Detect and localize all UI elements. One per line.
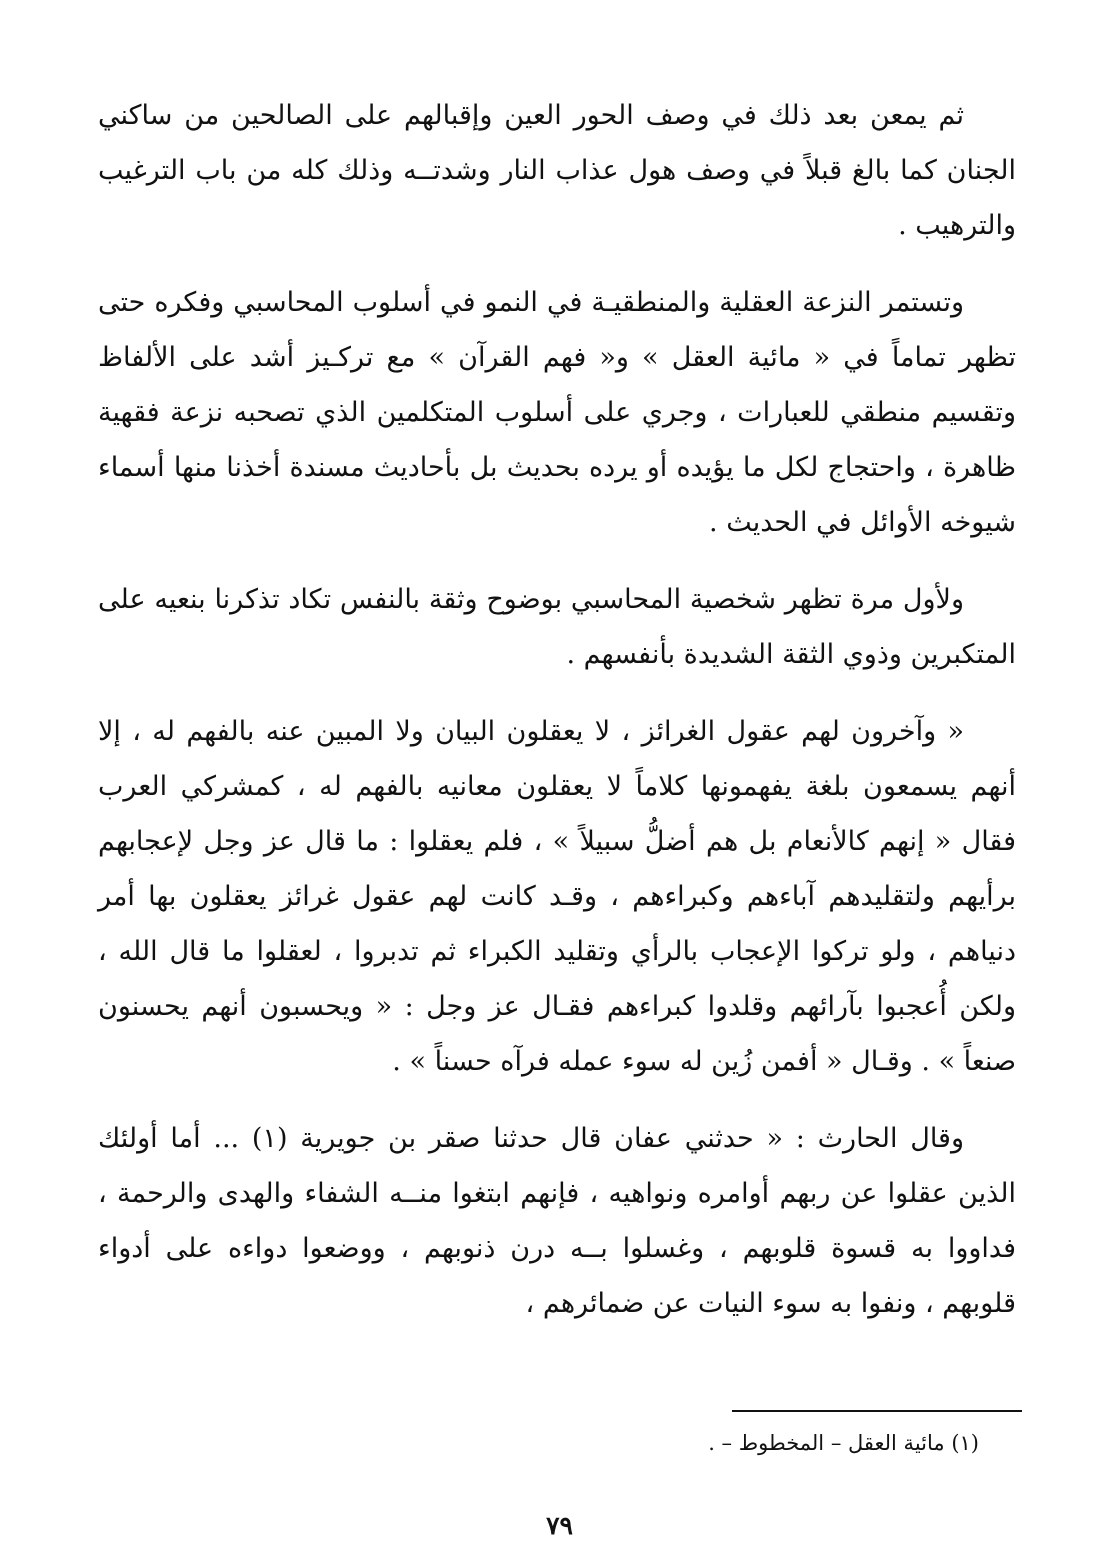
paragraph-3: ولأول مرة تظهر شخصية المحاسبي بوضوح وثقة بالنفس تكاد تذكرنا بنعيه على المتكبرين وذوي الثقة الشديدة بأنفسهم .: [98, 584, 1016, 670]
paragraph-1: ثم يمعن بعد ذلك في وصف الحور العين وإقبالهم على الصالحين من ساكني الجنان كما بالغ قبلاً في وصف هول عذاب النار وشدتــه وذلك كله من باب الترغيب والترهيب .: [98, 100, 1016, 241]
page-number: ٧٩: [546, 1511, 573, 1540]
footnote: (١) مائية العقل – المخطوط – .: [708, 1431, 979, 1455]
paragraph-5: وقال الحارث : « حدثني عفان قال حدثنا صقر بن جويرية (١) ... أما أولئك الذين عقلوا عن ربهم أوامره ونواهيه ، فإنهم ابتغوا منــه الشفاء والهدى والرحمة ، فداووا به قسوة قلوبهم ، وغسلوا بــه درن ذنوبهم ، ووضعوا دواءه على أدواء قلوبهم ، ونفوا به سوء النيات عن ضمائرهم ،: [98, 1123, 1016, 1319]
paragraph-2: وتستمر النزعة العقلية والمنطقيـة في النمو في أسلوب المحاسبي وفكره حتى تظهر تماماً في « مائية العقل » و« فهم القرآن » مع تركـيز أشد على الألفاظ وتقسيم منطقي للعبارات ، وجري على أسلوب المتكلمين الذي تصحبه نزعة فقهية ظاهرة ، واحتجاج لكل ما يؤيده أو يرده بحديث بل بأحاديث مسندة أخذنا منها أسماء شيوخه الأوائل في الحديث .: [98, 287, 1016, 538]
paragraph-4-quotation: « وآخرون لهم عقول الغرائز ، لا يعقلون البيان ولا المبين عنه بالفهم له ، إلا أنهم يسمعون بلغة يفهمونها كلاماً لا يعقلون معانيه بالفهم له ، كمشركي العرب فقال « إنهم كالأنعام بل هم أضلُّ سبيلاً » ، فلم يعقلوا : ما قال عز وجل لإعجابهم برأيهم ولتقليدهم آباءهم وكبراءهم ، وقـد كانت لهم عقول غرائز يعقلون بها أمر دنياهم ، ولو تركوا الإعجاب بالرأي وتقليد الكبراء ثم تدبروا ، لعقلوا ما قال الله ، ولكن أُعجبوا بآرائهم وقلدوا كبراءهم فقـال عز وجل : « ويحسبون أنهم يحسنون صنعاً » . وقـال « أفمن زُين له سوء عمله فرآه حسناً » .: [98, 716, 1016, 1077]
footnote-divider: [732, 1410, 1022, 1412]
body-text: [98, 88, 1016, 1331]
